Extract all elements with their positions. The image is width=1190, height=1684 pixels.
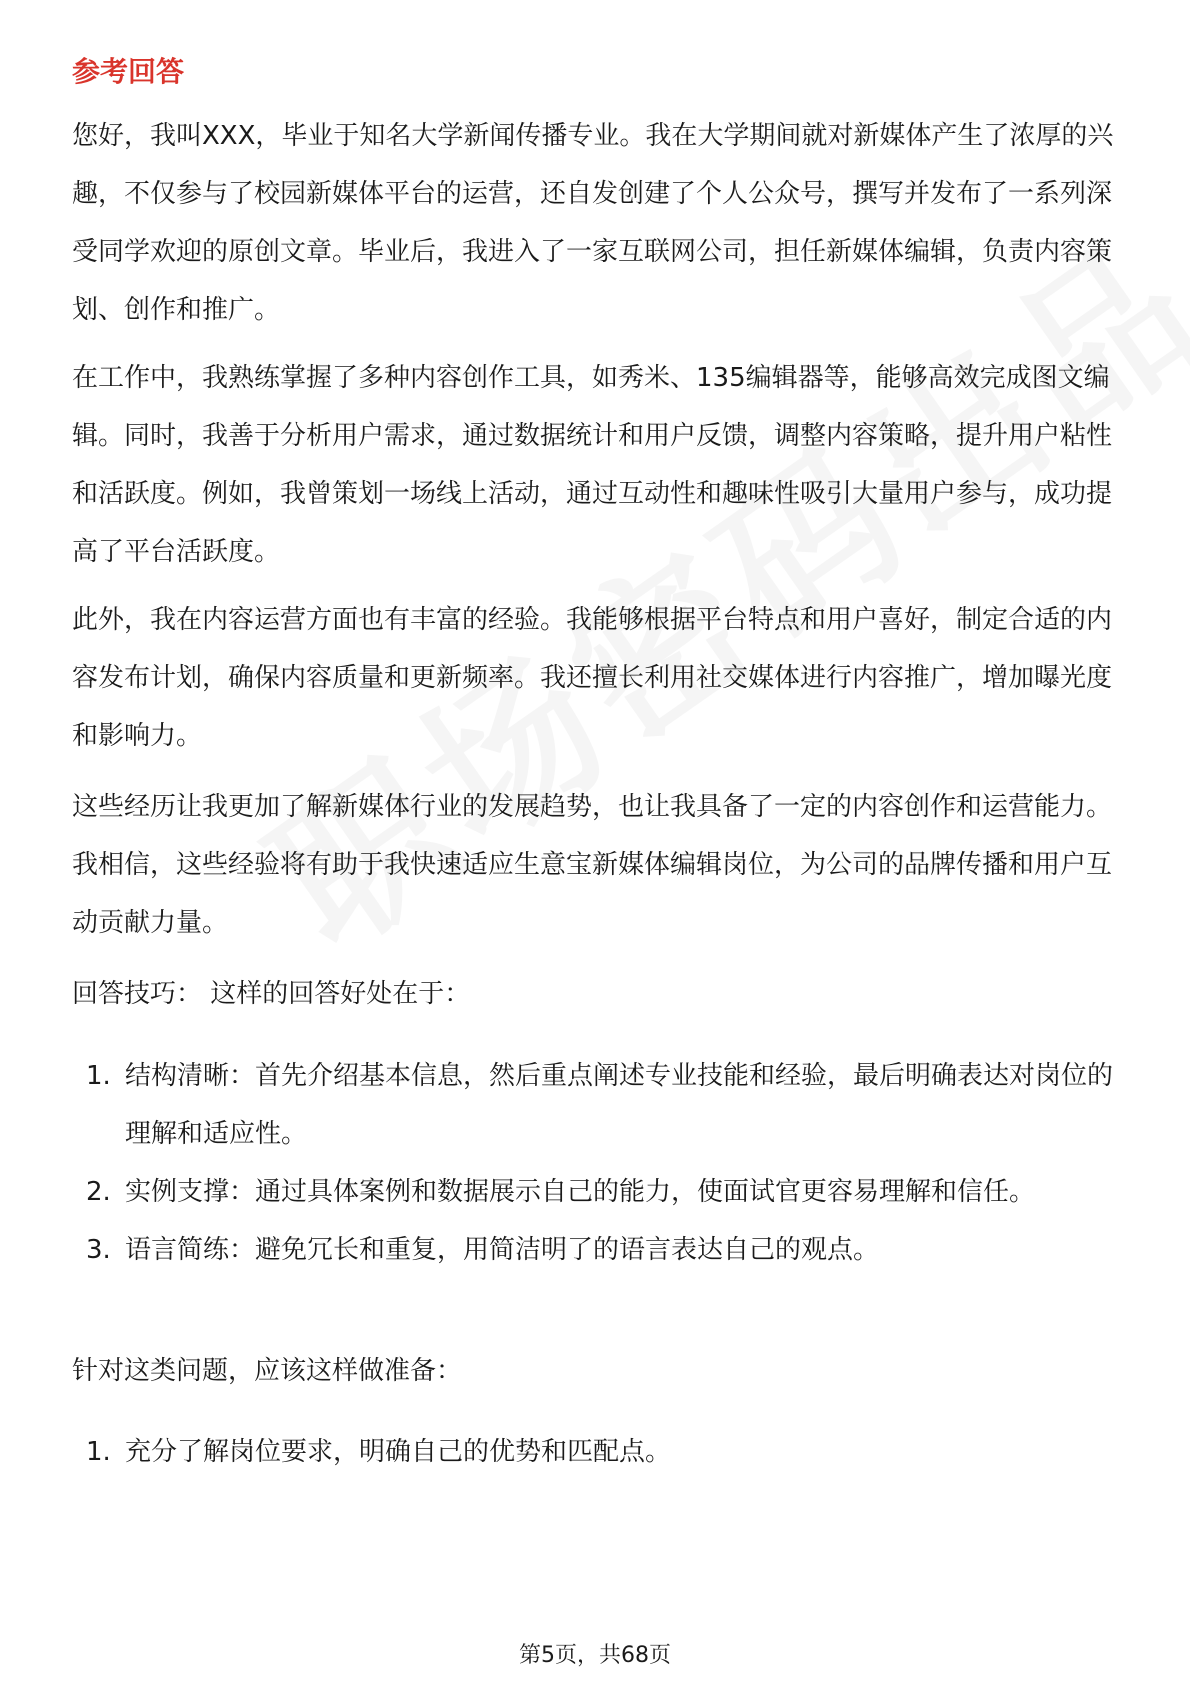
list-item xyxy=(72,1047,1122,1163)
prep-intro: 针对这类问题，应该这样做准备： xyxy=(72,1356,463,1386)
tips-list xyxy=(72,1047,1122,1279)
list-item xyxy=(72,1423,1122,1481)
tips-intro: 回答技巧： 这样的回答好处在于： xyxy=(72,979,471,1009)
list-number: 1. xyxy=(86,1437,111,1467)
list-item-text: 实例支撑：通过具体案例和数据展示自己的能力，使面试官更容易理解和信任。 xyxy=(125,1177,1036,1207)
list-item-text: 语言简练：避免冗长和重复，用简洁明了的语言表达自己的观点。 xyxy=(125,1235,880,1265)
paragraph-operations: 此外，我在内容运营方面也有丰富的经验。我能够根据平台特点和用户喜好，制定合适的内容发布计划，确保内容质量和更新频率。我还擅长利用社交媒体进行内容推广，增加曝光度和影响力。 xyxy=(72,605,1113,751)
paragraph-work: 在工作中，我熟练掌握了多种内容创作工具，如秀米、135编辑器等，能够高效完成图文编辑。同时，我善于分析用户需求，通过数据统计和用户反馈，调整内容策略，提升用户粘性和活跃度。例如，我曾策划一场线上活动，通过互动性和趣味性吸引大量用户参与，成功提高了平台活跃度。 xyxy=(72,363,1113,567)
list-number: 2. xyxy=(86,1177,111,1207)
list-item xyxy=(72,1221,1122,1279)
paragraph-summary: 这些经历让我更加了解新媒体行业的发展趋势，也让我具备了一定的内容创作和运营能力。我相信，这些经验将有助于我快速适应生意宝新媒体编辑岗位，为公司的品牌传播和用户互动贡献力量。 xyxy=(72,792,1113,938)
prep-list xyxy=(72,1423,1122,1481)
page-number: 第5页，共68页 xyxy=(519,1643,671,1668)
list-number: 1. xyxy=(86,1061,111,1091)
list-item xyxy=(72,1163,1122,1221)
list-item-text: 充分了解岗位要求，明确自己的优势和匹配点。 xyxy=(125,1437,672,1467)
paragraph-intro: 您好，我叫XXX，毕业于知名大学新闻传播专业。我在大学期间就对新媒体产生了浓厚的兴趣，不仅参与了校园新媒体平台的运营，还自发创建了个人公众号，撰写并发布了一系列深受同学欢迎的原创文章。毕业后，我进入了一家互联网公司，担任新媒体编辑，负责内容策划、创作和推广。 xyxy=(72,121,1114,325)
section-heading: 参考回答 xyxy=(72,55,185,88)
list-item-text: 结构清晰：首先介绍基本信息，然后重点阐述专业技能和经验，最后明确表达对岗位的理解和适应性。 xyxy=(125,1061,1114,1149)
list-number: 3. xyxy=(86,1235,111,1265)
